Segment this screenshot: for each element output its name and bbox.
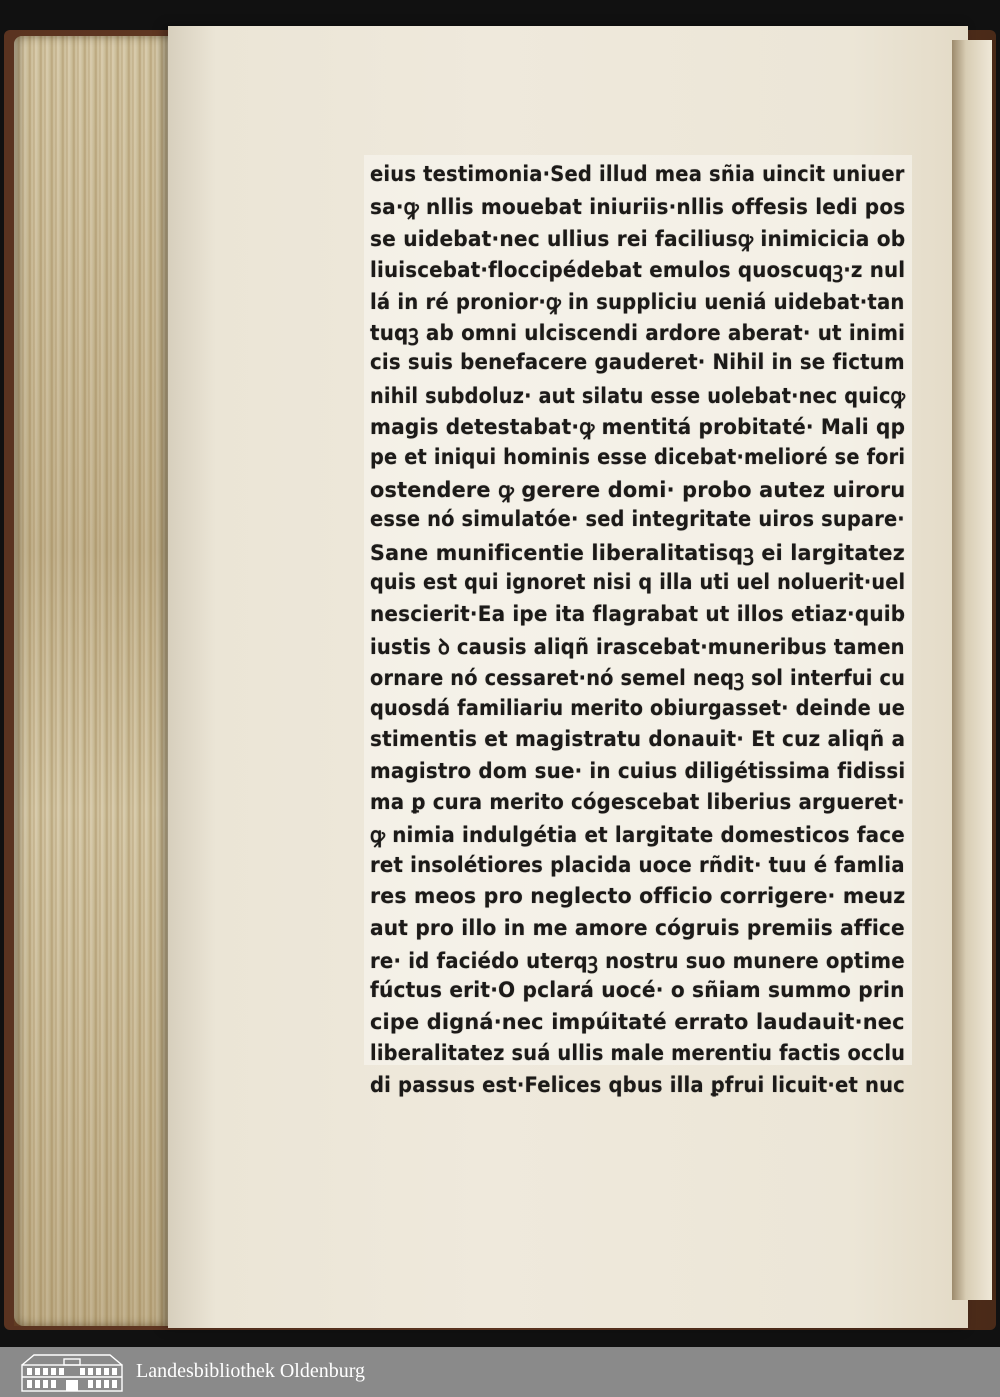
text-line: eius testimonia·Sed illud mea sñia uincit uniuer [370, 162, 905, 186]
text-line: ret insolétiores placida uoce rñdit· tuu é famlia [370, 852, 905, 877]
text-line: ornare nó cessaret·nó semel neqꝫ sol interfui cu [370, 666, 906, 691]
text-line: esse nó simulatóe· sed integritate uiros supare· [370, 507, 905, 532]
text-line: ma ꝑ cura merito cógescebat liberius argueret· [370, 790, 905, 814]
book-gutter [952, 40, 992, 1300]
text-line: res meos pro neglecto officio corrigere· meuz [370, 884, 906, 909]
text-line: Sane munificentie liberalitatisqꝫ ei largitatez [370, 540, 905, 565]
text-line: di passus est·Felices qbus illa ꝑfrui licuit·et nuc [370, 1072, 905, 1097]
text-line: cipe digná·nec impúitaté errato laudauit·nec [370, 1009, 905, 1034]
text-line: ꝙ nimia indulgétia et largitate domesticos face [370, 823, 905, 848]
footer-bar [0, 1347, 1000, 1397]
library-name: Landesbibliothek Oldenburg [136, 1360, 366, 1382]
page-edges [14, 36, 179, 1326]
text-line: lá in ré pronior·ꝙ in suppliciu ueniá uidebat·tan [370, 289, 905, 314]
text-line: cis suis benefacere gauderet· Nihil in se fictum [370, 350, 905, 375]
library-building-icon [20, 1351, 124, 1393]
text-line: se uidebat·nec ullius rei faciliusꝙ inimicicia ob [370, 226, 906, 251]
text-line: quosdá familiariu merito obiurgasset· deinde ue [370, 695, 905, 720]
text-line: nihil subdoluz· aut silatu esse uolebat·nec quicꝙ [370, 383, 906, 408]
text-line: sa·ꝙ nllis mouebat iniuriis·nllis offesis ledi pos [370, 195, 906, 220]
text-line: magistro dom sue· in cuius diligétissima fidissi [370, 758, 906, 783]
text-line: aut pro illo in me amore cógruis premiis affice [370, 915, 905, 940]
text-line: quis est qui ignoret nisi q illa uti uel noluerit·uel [370, 570, 906, 595]
text-line: ostendere ꝙ gerere domi· probo autez uiroru [370, 478, 906, 502]
text-line: nescierit·Ea ipe ita flagrabat ut illos etiaz·quib [370, 601, 906, 626]
text-line: liuiscebat·floccipédebat emulos quoscuqꝫ·z nul [370, 258, 906, 283]
text-line: fúctus erit·O pclará uocé· o sñiam summo prin [370, 978, 905, 1003]
text-line: iustis ꝺ causis aliqñ irascebat·muneribus tamen [370, 635, 905, 659]
text-line: magis detestabat·ꝙ mentitá probitaté· Mali qp [370, 415, 906, 440]
text-line: pe et iniqui hominis esse dicebat·melioré se fori [370, 444, 906, 469]
text-line: stimentis et magistratu donauit· Et cuz aliqñ a [370, 727, 906, 752]
text-line: tuqꝫ ab omni ulciscendi ardore aberat· ut inimi [370, 321, 906, 345]
text-line: liberalitatez suá ullis male merentiu factis occlu [370, 1041, 906, 1066]
text-line: re· id faciédo uterqꝫ nostru suo munere optime [370, 949, 905, 973]
